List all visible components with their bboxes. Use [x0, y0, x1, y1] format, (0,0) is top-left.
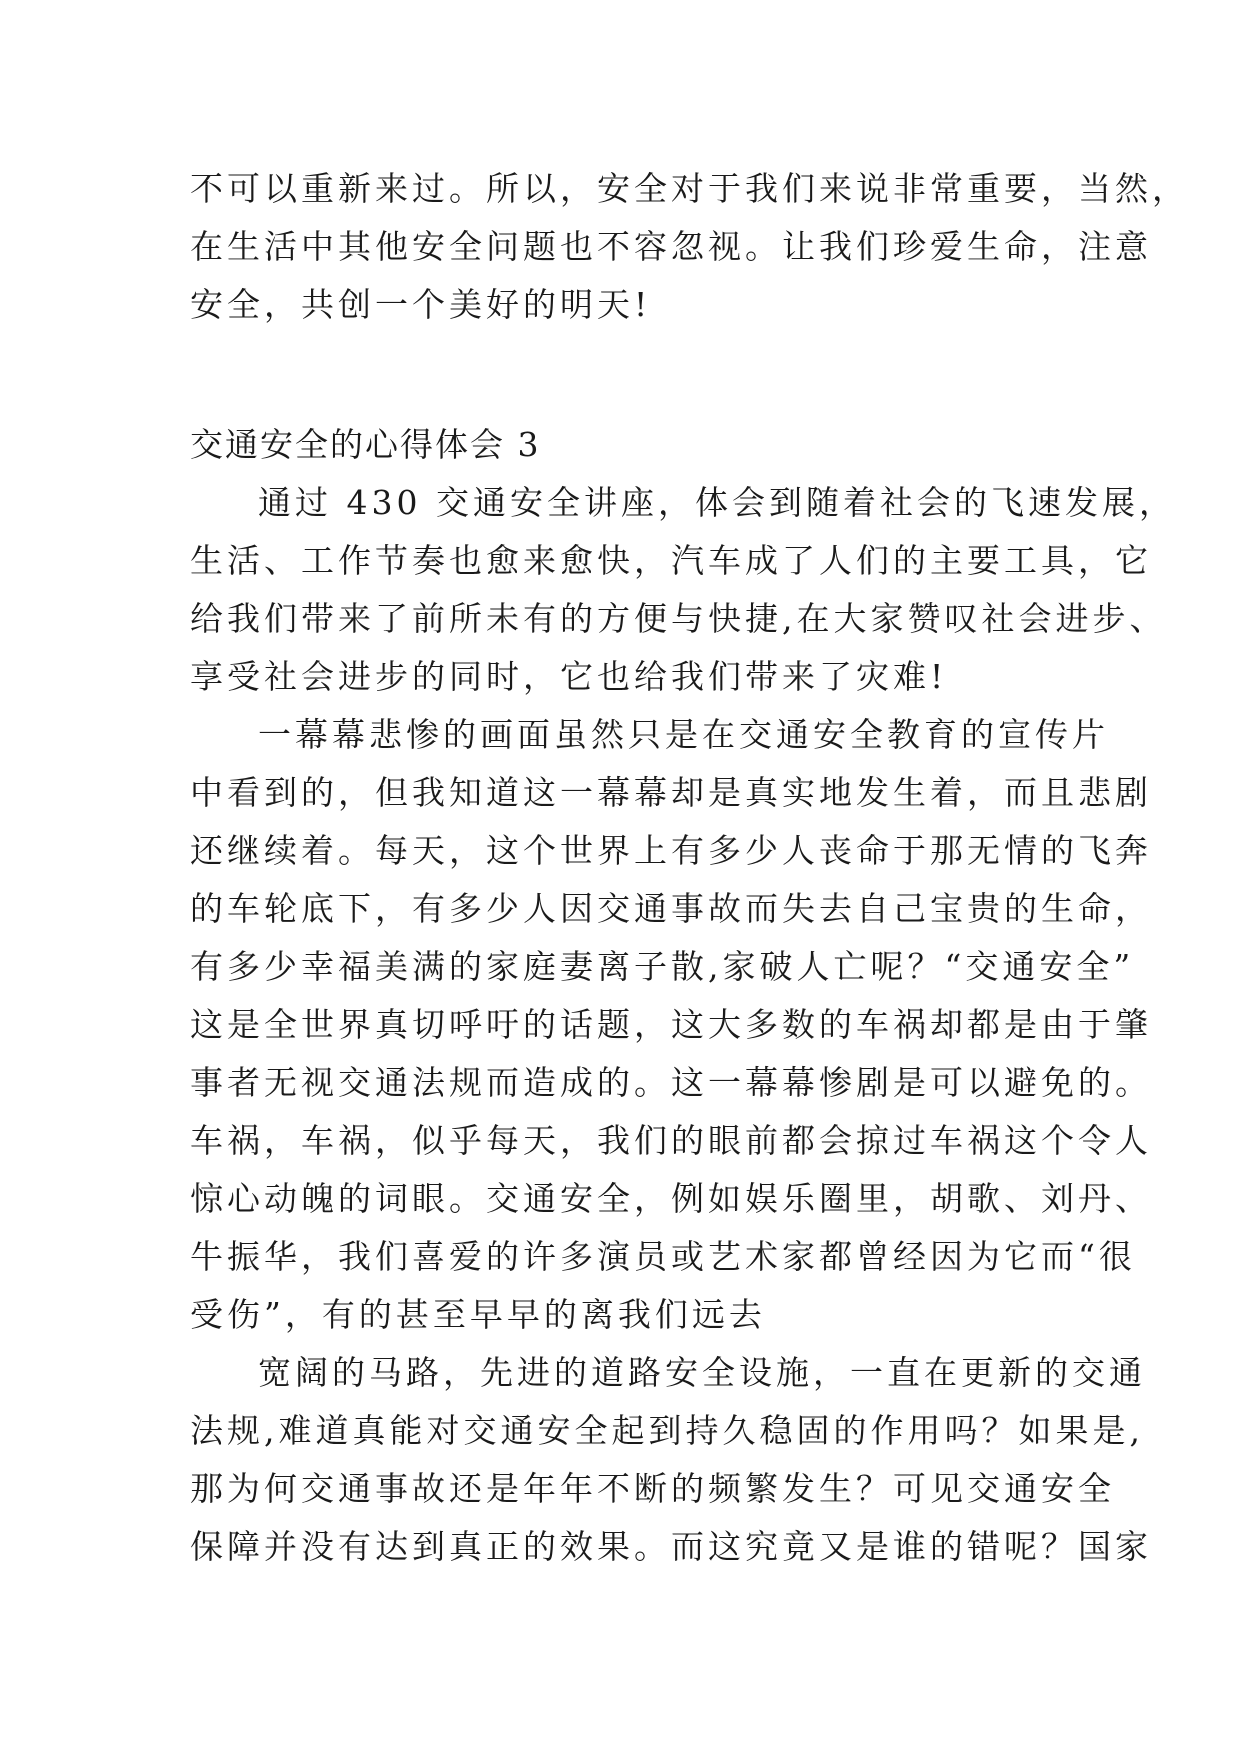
paragraph-line: 宽阔的马路，先进的道路安全设施，一直在更新的交通 — [258, 1353, 1146, 1392]
document-page — [190, 160, 1189, 1576]
paragraph-line: 保障并没有达到真正的效果。而这究竟又是谁的错呢？国家 — [190, 1527, 1152, 1566]
paragraph-line: 法规,难道真能对交通安全起到持久稳固的作用吗？如果是, — [190, 1411, 1144, 1450]
paragraph-line: 安全，共创一个美好的明天! — [190, 285, 652, 324]
paragraph-line: 的车轮底下，有多少人因交通事故而失去自己宝贵的生命， — [190, 889, 1152, 928]
paragraph-line: 给我们带来了前所未有的方便与快捷,在大家赞叹社会进步、 — [190, 599, 1167, 638]
paragraph-line: 那为何交通事故还是年年不断的频繁发生？可见交通安全 — [190, 1469, 1115, 1508]
paragraph-line: 惊心动魄的词眼。交通安全，例如娱乐圈里，胡歌、刘丹、 — [190, 1179, 1152, 1218]
paragraph-line: 这是全世界真切呼吁的话题，这大多数的车祸却都是由于肇 — [190, 1005, 1152, 1044]
paragraph-line: 还继续着。每天，这个世界上有多少人丧命于那无情的飞奔 — [190, 831, 1152, 870]
paragraph-line: 在生活中其他安全问题也不容忽视。让我们珍爱生命，注意 — [190, 227, 1152, 266]
paragraph-line: 不可以重新来过。所以，安全对于我们来说非常重要，当然， — [190, 169, 1189, 208]
paragraph-line: 生活、工作节奏也愈来愈快，汽车成了人们的主要工具，它 — [190, 541, 1152, 580]
paragraph-line: 牛振华，我们喜爱的许多演员或艺术家都曾经因为它而“很 — [190, 1237, 1136, 1276]
paragraph-line: 有多少幸福美满的家庭妻离子散,家破人亡呢？“交通安全” — [190, 947, 1135, 986]
paragraph-line: 事者无视交通法规而造成的。这一幕幕惨剧是可以避免的。 — [190, 1063, 1152, 1102]
paragraph-line: 中看到的，但我知道这一幕幕却是真实地发生着，而且悲剧 — [190, 773, 1152, 812]
section-heading: 交通安全的心得体会 3 — [190, 425, 541, 464]
paragraph-line: 车祸，车祸，似乎每天，我们的眼前都会掠过车祸这个令人 — [190, 1121, 1152, 1160]
paragraph-line: 享受社会进步的同时，它也给我们带来了灾难! — [190, 657, 948, 696]
paragraph-line: 通过 430 交通安全讲座，体会到随着社会的飞速发展， — [258, 483, 1176, 522]
paragraph-line: 受伤”，有的甚至早早的离我们远去 — [190, 1295, 766, 1334]
paragraph-line: 一幕幕悲惨的画面虽然只是在交通安全教育的宣传片 — [258, 715, 1109, 754]
